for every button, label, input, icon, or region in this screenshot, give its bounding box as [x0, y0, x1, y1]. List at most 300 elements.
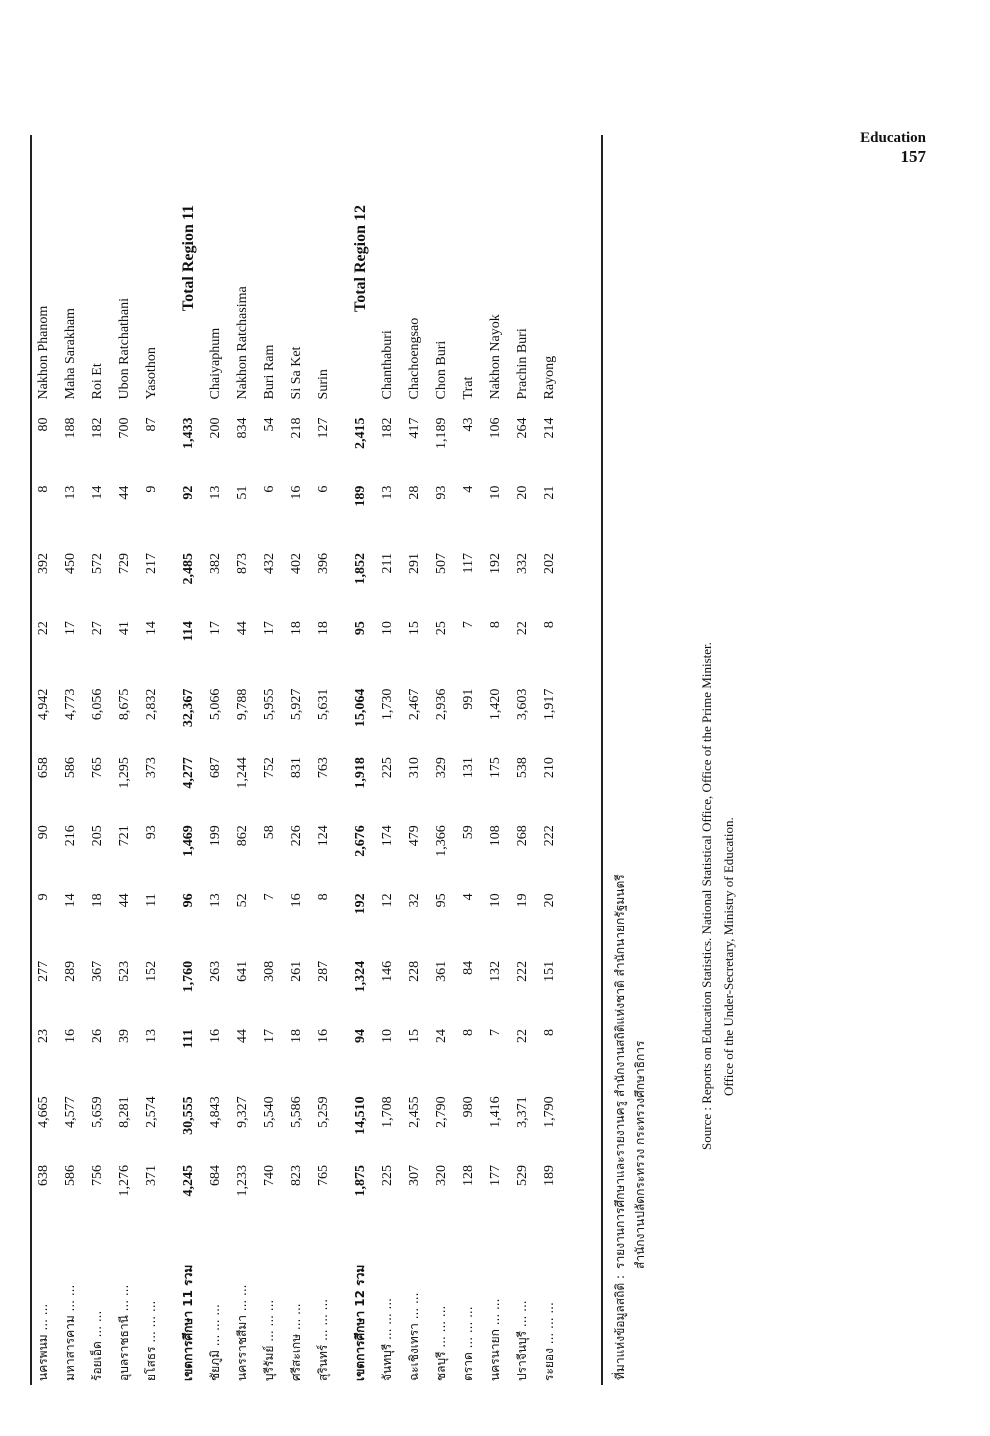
table-cell: 189: [541, 1164, 557, 1186]
table-row: [202, 185, 229, 1385]
table-row: [283, 185, 310, 1385]
english-source-row: [696, 590, 718, 1150]
thai-province-name: บุรีรัมย์ ... ... ...: [262, 1299, 276, 1381]
table-cell: 361: [433, 960, 449, 982]
table-cell: 5,586: [288, 1096, 304, 1128]
table-cell: 39: [116, 1029, 132, 1044]
table-cell: 52: [234, 893, 250, 908]
thai-source-line-1: รายงานการศึกษาและรายงานครู สำนักงานสถิติแห่งชาติ สำนักนายกรัฐมนตรี: [613, 874, 627, 1269]
table-cell: 417: [406, 417, 422, 439]
table-cell: 684: [207, 1164, 223, 1186]
table-cell: 4: [460, 485, 476, 493]
table-cell: 1,276: [116, 1164, 132, 1197]
english-province-name: Roi Et: [89, 363, 105, 400]
table-cell: 131: [460, 757, 476, 779]
table-cell: 92: [180, 485, 196, 500]
page-number: 157: [900, 147, 926, 167]
table-cell: 16: [207, 1029, 223, 1044]
table-cell: 18: [315, 621, 331, 636]
english-province-name: Chanthaburi: [379, 330, 395, 400]
table-row: [310, 185, 337, 1385]
table-cell: 93: [433, 485, 449, 500]
table-cell: 10: [379, 621, 395, 636]
table-cell: 15: [406, 621, 422, 636]
table-cell: 479: [406, 825, 422, 847]
table-cell: 432: [261, 553, 277, 575]
table-cell: 20: [514, 485, 530, 500]
table-cell: 980: [460, 1096, 476, 1118]
table-cell: 586: [62, 1164, 78, 1186]
total-row: [337, 185, 374, 1385]
table-cell: 16: [315, 1029, 331, 1044]
table-cell: 26: [89, 1029, 105, 1044]
english-province-name: Nakhon Phanom: [35, 305, 51, 400]
table-cell: 1,852: [352, 553, 368, 585]
thai-province-name: อุบลราชธานี ... ...: [117, 1284, 131, 1381]
table-cell: 96: [180, 893, 196, 908]
table-cell: 28: [406, 485, 422, 500]
table-cell: 20: [541, 893, 557, 908]
table-cell: 538: [514, 757, 530, 779]
table-cell: 13: [62, 485, 78, 500]
table-cell: 210: [541, 757, 557, 779]
bottom-rule: [601, 135, 603, 1385]
table-cell: 10: [487, 893, 503, 908]
table-cell: 182: [379, 417, 395, 439]
table-cell: 128: [460, 1164, 476, 1186]
table-cell: 373: [143, 757, 159, 779]
table-cell: 392: [35, 553, 51, 575]
table-cell: 200: [207, 417, 223, 439]
table-cell: 1,420: [487, 688, 503, 721]
table-row: [374, 185, 401, 1385]
thai-province-name: ปราจีนบุรี ... ...: [515, 1300, 529, 1381]
english-province-name: Ubon Ratchathani: [116, 297, 132, 400]
table-cell: 84: [460, 960, 476, 975]
table-cell: 6: [261, 485, 277, 493]
table-cell: 205: [89, 825, 105, 847]
table-cell: 2,936: [433, 688, 449, 721]
table-cell: 1,295: [116, 757, 132, 789]
table-cell: 226: [288, 825, 304, 847]
thai-province-name: นครพนม ... ...: [36, 1303, 50, 1381]
table-cell: 124: [315, 825, 331, 847]
table-cell: 1,244: [234, 757, 250, 789]
thai-province-name: ชัยภูมิ ... ... ...: [208, 1304, 222, 1381]
table-cell: 7: [261, 893, 277, 901]
table-cell: 740: [261, 1164, 277, 1186]
table-cell: 291: [406, 553, 422, 575]
table-cell: 44: [234, 1029, 250, 1044]
table-cell: 13: [379, 485, 395, 500]
table-cell: 22: [35, 621, 51, 636]
thai-province-name: ยโสธร ... ... ...: [144, 1300, 158, 1381]
table-cell: 10: [487, 485, 503, 500]
table-cell: 1,875: [352, 1164, 368, 1197]
table-cell: 2,574: [143, 1096, 159, 1128]
table-cell: 214: [541, 417, 557, 439]
table-cell: 216: [62, 825, 78, 847]
table-cell: 19: [514, 893, 530, 908]
table-cell: 218: [288, 417, 304, 439]
table-cell: 1,433: [180, 417, 196, 449]
table-cell: 310: [406, 757, 422, 779]
table-cell: 264: [514, 417, 530, 439]
section-title: Education: [860, 130, 926, 146]
table-row: [30, 185, 57, 1385]
table-cell: 7: [487, 1029, 503, 1037]
table-cell: 199: [207, 825, 223, 847]
table-cell: 756: [89, 1164, 105, 1186]
table-cell: 58: [261, 825, 277, 840]
table-cell: 507: [433, 553, 449, 575]
table-cell: 752: [261, 757, 277, 779]
table-cell: 263: [207, 960, 223, 982]
table-cell: 80: [35, 417, 51, 432]
english-province-name: Si Sa Ket: [288, 346, 304, 400]
table-cell: 17: [62, 621, 78, 636]
table-cell: 873: [234, 553, 250, 575]
table-cell: 1,708: [379, 1096, 395, 1128]
table-cell: 13: [207, 893, 223, 908]
thai-province-name: เขตการศึกษา 11 รวม: [181, 1264, 195, 1381]
table-cell: 151: [541, 960, 557, 982]
table-cell: 8: [35, 485, 51, 493]
table-cell: 17: [261, 1029, 277, 1044]
table-cell: 823: [288, 1164, 304, 1186]
table-cell: 572: [89, 553, 105, 575]
table-cell: 93: [143, 825, 159, 840]
table-cell: 14,510: [352, 1096, 368, 1135]
table-cell: 18: [89, 893, 105, 908]
table-cell: 15: [406, 1029, 422, 1044]
table-cell: 17: [261, 621, 277, 636]
table-cell: 1,416: [487, 1096, 503, 1128]
table-cell: 192: [487, 553, 503, 575]
table-row: [401, 185, 428, 1385]
table-cell: 658: [35, 757, 51, 779]
english-province-name: Nakhon Ratchasima: [234, 286, 250, 400]
table-cell: 114: [180, 621, 196, 642]
table-cell: 329: [433, 757, 449, 779]
table-cell: 16: [288, 893, 304, 908]
table-cell: 6: [315, 485, 331, 493]
thai-province-name: สุรินทร์ ... ... ...: [316, 1298, 330, 1381]
english-province-name: Rayong: [541, 355, 557, 400]
table-cell: 450: [62, 553, 78, 575]
table-cell: 217: [143, 553, 159, 575]
total-row: [165, 185, 202, 1385]
table-cell: 831: [288, 757, 304, 779]
english-province-name: Chachoengsao: [406, 317, 422, 400]
source-notes: [610, 874, 650, 1385]
table-cell: 5,955: [261, 688, 277, 721]
table-cell: 16: [62, 1029, 78, 1044]
table-cell: 24: [433, 1029, 449, 1044]
table-cell: 32: [406, 893, 422, 908]
table-cell: 41: [116, 621, 132, 636]
thai-province-name: ฉะเชิงเทรา ... ...: [407, 1292, 421, 1381]
table-cell: 30,555: [180, 1096, 196, 1135]
table-cell: 2,676: [352, 825, 368, 857]
table-cell: 1,469: [180, 825, 196, 857]
table-cell: 127: [315, 417, 331, 439]
table-cell: 2,415: [352, 417, 368, 449]
table-cell: 51: [234, 485, 250, 500]
table-cell: 402: [288, 553, 304, 575]
table-cell: 4,577: [62, 1096, 78, 1128]
thai-source-label: ที่มาแห่งข้อมูลสถิติ :: [613, 1275, 627, 1380]
english-source-line-1: Reports on Education Statistics. National Statistical Office, Office of the Prime Minister.: [699, 642, 714, 1104]
table-cell: 202: [541, 553, 557, 575]
table-cell: 8: [315, 893, 331, 901]
table-cell: 22: [514, 621, 530, 636]
table-cell: 2,790: [433, 1096, 449, 1128]
table-cell: 4,277: [180, 757, 196, 789]
table-cell: 332: [514, 553, 530, 575]
table-cell: 108: [487, 825, 503, 847]
table-cell: 4: [460, 893, 476, 901]
english-province-name: Chon Buri: [433, 340, 449, 400]
table-cell: 117: [460, 553, 476, 574]
table-cell: 32,367: [180, 688, 196, 728]
table-cell: 146: [379, 960, 395, 982]
table-cell: 2,455: [406, 1096, 422, 1128]
table-cell: 5,259: [315, 1096, 331, 1128]
thai-source-row-2: [630, 874, 650, 1385]
english-source-row-2: [718, 590, 740, 1150]
table-cell: 4,665: [35, 1096, 51, 1128]
table-cell: 15,064: [352, 688, 368, 728]
table-row: [138, 185, 165, 1385]
table-cell: 90: [35, 825, 51, 840]
table-cell: 1,366: [433, 825, 449, 857]
table-cell: 13: [143, 1029, 159, 1044]
table-cell: 6,056: [89, 688, 105, 721]
table-cell: 3,371: [514, 1096, 530, 1128]
table-cell: 175: [487, 757, 503, 779]
table-cell: 2,467: [406, 688, 422, 721]
table-cell: 320: [433, 1164, 449, 1186]
table-cell: 95: [433, 893, 449, 908]
table-cell: 18: [288, 1029, 304, 1044]
table-cell: 188: [62, 417, 78, 439]
table-cell: 21: [541, 485, 557, 500]
thai-province-name: เขตการศึกษา 12 รวม: [353, 1264, 367, 1381]
table-cell: 3,603: [514, 688, 530, 721]
table-cell: 700: [116, 417, 132, 439]
thai-province-name: ชลบุรี ... ... ...: [434, 1305, 448, 1381]
table-cell: 287: [315, 960, 331, 982]
table-cell: 834: [234, 417, 250, 439]
table-cell: 18: [288, 621, 304, 636]
english-province-name: Surin: [315, 369, 331, 400]
table-cell: 23: [35, 1029, 51, 1044]
english-province-name: Buri Ram: [261, 344, 277, 400]
english-province-name: Yasothon: [143, 347, 159, 400]
table-cell: 182: [89, 417, 105, 439]
table-cell: 763: [315, 757, 331, 779]
table-cell: 8: [541, 1029, 557, 1037]
thai-province-name: จันทบุรี ... ... ...: [380, 1298, 394, 1381]
thai-province-name: ระยอง ... ... ...: [542, 1302, 556, 1381]
table-cell: 152: [143, 960, 159, 982]
table-row: [111, 185, 138, 1385]
table-cell: 4,942: [35, 688, 51, 721]
rotated-table-area: [30, 0, 647, 1385]
table-cell: 586: [62, 757, 78, 779]
table-cell: 111: [180, 1029, 196, 1049]
table-cell: 1,917: [541, 688, 557, 721]
thai-province-name: ศรีสะเกษ ... ...: [289, 1303, 303, 1381]
table-cell: 87: [143, 417, 159, 432]
english-province-name: Nakhon Nayok: [487, 314, 503, 400]
table-cell: 382: [207, 553, 223, 575]
table-cell: 4,245: [180, 1164, 196, 1197]
english-source-block: [696, 590, 756, 1150]
table-cell: 765: [89, 757, 105, 779]
table-cell: 5,631: [315, 688, 331, 721]
table-row: [428, 185, 455, 1385]
table-cell: 225: [379, 1164, 395, 1186]
english-province-name: Total Region 11: [179, 205, 197, 312]
table-cell: 8,281: [116, 1096, 132, 1128]
english-source-line-2: Office of the Under-Secretary, Ministry of Education.: [721, 817, 736, 1096]
table-cell: 225: [379, 757, 395, 779]
table-cell: 277: [35, 960, 51, 982]
table-cell: 729: [116, 553, 132, 575]
table-cell: 8: [487, 621, 503, 629]
table-cell: 5,927: [288, 688, 304, 721]
thai-source-line-2: สำนักงานปลัดกระทรวง กระทรวงศึกษาธิการ: [633, 1040, 647, 1269]
table-cell: 10: [379, 1029, 395, 1044]
table-cell: 307: [406, 1164, 422, 1186]
statistics-table: [30, 185, 563, 1385]
table-cell: 54: [261, 417, 277, 432]
thai-province-name: มหาสารคาม ... ...: [63, 1284, 77, 1381]
table-cell: 22: [514, 1029, 530, 1044]
table-row: [84, 185, 111, 1385]
table-cell: 13: [207, 485, 223, 500]
table-cell: 268: [514, 825, 530, 847]
table-cell: 5,066: [207, 688, 223, 721]
table-cell: 94: [352, 1029, 368, 1044]
table-cell: 8: [460, 1029, 476, 1037]
table-cell: 25: [433, 621, 449, 636]
table-cell: 687: [207, 757, 223, 779]
table-cell: 44: [116, 485, 132, 500]
table-cell: 1,918: [352, 757, 368, 789]
table-cell: 9,788: [234, 688, 250, 721]
table-cell: 16: [288, 485, 304, 500]
table-cell: 11: [143, 893, 159, 907]
table-cell: 523: [116, 960, 132, 982]
table-cell: 721: [116, 825, 132, 847]
table-row: [536, 185, 563, 1385]
table-cell: 9,327: [234, 1096, 250, 1128]
table-cell: 4,773: [62, 688, 78, 721]
english-province-name: Chaiyaphum: [207, 327, 223, 400]
table-cell: 8: [541, 621, 557, 629]
table-cell: 371: [143, 1164, 159, 1186]
table-cell: 43: [460, 417, 476, 432]
table-cell: 638: [35, 1164, 51, 1186]
table-cell: 14: [143, 621, 159, 636]
thai-province-name: นครนายก ... ...: [488, 1298, 502, 1381]
table-cell: 59: [460, 825, 476, 840]
table-row: [509, 185, 536, 1385]
table-cell: 132: [487, 960, 503, 982]
table-cell: 991: [460, 688, 476, 710]
thai-province-name: นครราชสีมา ... ...: [235, 1284, 249, 1381]
table-cell: 177: [487, 1164, 503, 1186]
table-cell: 95: [352, 621, 368, 636]
table-cell: 44: [234, 621, 250, 636]
english-province-name: Prachin Buri: [514, 328, 530, 400]
table-cell: 222: [541, 825, 557, 847]
table-cell: 641: [234, 960, 250, 982]
table-cell: 189: [352, 485, 368, 507]
page-header: [860, 130, 926, 167]
table-cell: 14: [62, 893, 78, 908]
table-cell: 1,189: [433, 417, 449, 449]
table-cell: 222: [514, 960, 530, 982]
table-cell: 228: [406, 960, 422, 982]
english-province-name: Trat: [460, 376, 476, 400]
table-row: [482, 185, 509, 1385]
thai-source-row: [610, 874, 630, 1385]
table-row: [455, 185, 482, 1385]
table-cell: 1,730: [379, 688, 395, 721]
table-cell: 17: [207, 621, 223, 636]
table-cell: 9: [143, 485, 159, 493]
table-cell: 211: [379, 553, 395, 574]
table-cell: 1,760: [180, 960, 196, 993]
table-cell: 4,843: [207, 1096, 223, 1128]
table-cell: 308: [261, 960, 277, 982]
english-province-name: Maha Sarakham: [62, 308, 78, 400]
table-cell: 396: [315, 553, 331, 575]
table-cell: 174: [379, 825, 395, 847]
table-cell: 261: [288, 960, 304, 982]
table-cell: 44: [116, 893, 132, 908]
table-cell: 2,832: [143, 688, 159, 721]
table-cell: 367: [89, 960, 105, 982]
table-cell: 106: [487, 417, 503, 439]
table-cell: 862: [234, 825, 250, 847]
table-cell: 14: [89, 485, 105, 500]
table-cell: 289: [62, 960, 78, 982]
thai-province-name: ตราด ... ... ...: [461, 1306, 475, 1381]
table-cell: 1,233: [234, 1164, 250, 1197]
table-cell: 12: [379, 893, 395, 908]
table-cell: 27: [89, 621, 105, 636]
table-cell: 192: [352, 893, 368, 915]
table-cell: 5,659: [89, 1096, 105, 1128]
english-source-label: Source :: [699, 1107, 714, 1150]
table-row: [229, 185, 256, 1385]
table-row: [57, 185, 84, 1385]
table-cell: 765: [315, 1164, 331, 1186]
english-province-name: Total Region 12: [351, 205, 369, 312]
table-cell: 9: [35, 893, 51, 901]
table-cell: 1,790: [541, 1096, 557, 1128]
table-cell: 7: [460, 621, 476, 629]
table-cell: 529: [514, 1164, 530, 1186]
table-cell: 1,324: [352, 960, 368, 993]
table-cell: 8,675: [116, 688, 132, 721]
table-cell: 2,485: [180, 553, 196, 585]
